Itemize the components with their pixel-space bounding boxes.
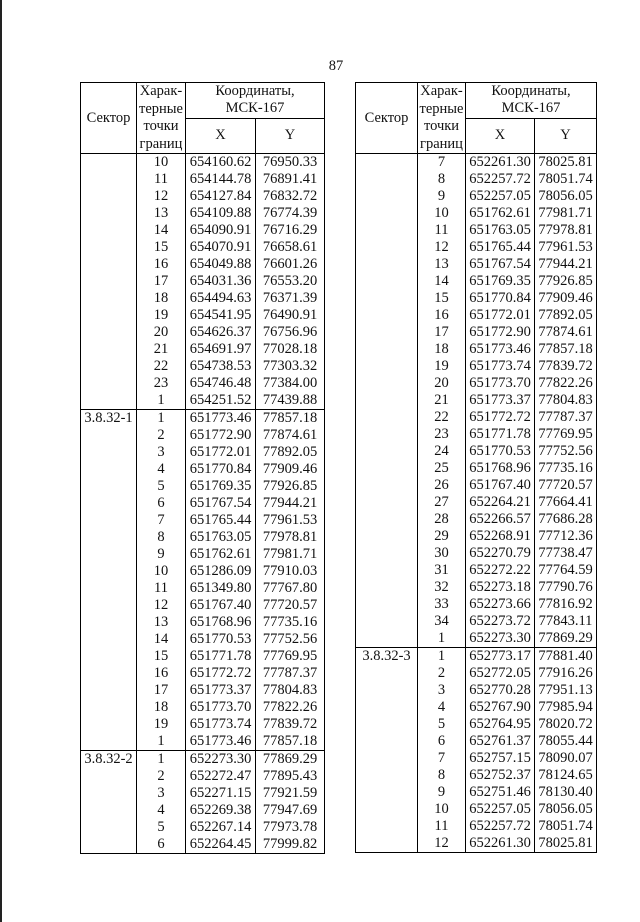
point-number-cell: 6 bbox=[418, 733, 466, 750]
y-coordinate-cell: 77664.41 bbox=[535, 494, 597, 511]
point-number-cell: 7 bbox=[137, 512, 186, 529]
point-number-cell: 3 bbox=[137, 785, 186, 802]
x-coordinate-cell: 651771.78 bbox=[186, 648, 256, 665]
sector-header: Сектор bbox=[81, 83, 137, 154]
point-number-cell: 10 bbox=[137, 154, 186, 172]
x-coordinate-cell: 651770.84 bbox=[466, 290, 535, 307]
y-coordinate-cell: 77857.18 bbox=[256, 410, 325, 428]
x-coordinate-cell: 654144.78 bbox=[186, 171, 256, 188]
x-coordinate-cell: 654738.53 bbox=[186, 358, 256, 375]
point-number-cell: 21 bbox=[137, 341, 186, 358]
points-header-line: границ bbox=[139, 135, 183, 152]
y-coordinate-cell: 76950.33 bbox=[256, 154, 325, 172]
x-coordinate-cell: 651772.72 bbox=[186, 665, 256, 682]
y-coordinate-cell: 78055.44 bbox=[535, 733, 597, 750]
y-coordinate-cell: 77869.29 bbox=[256, 751, 325, 769]
x-coordinate-cell: 652257.72 bbox=[466, 171, 535, 188]
x-coordinate-cell: 652757.15 bbox=[466, 750, 535, 767]
x-coordinate-cell: 651771.78 bbox=[466, 426, 535, 443]
points-header-line: терные bbox=[419, 100, 464, 117]
point-number-cell: 18 bbox=[418, 341, 466, 358]
coordinates-table-body bbox=[356, 154, 597, 853]
coordinates-header bbox=[186, 83, 325, 119]
x-coordinate-cell: 651768.96 bbox=[466, 460, 535, 477]
x-coordinate-cell: 654127.84 bbox=[186, 188, 256, 205]
x-coordinate-cell: 651765.44 bbox=[466, 239, 535, 256]
y-coordinate-cell: 77384.00 bbox=[256, 375, 325, 392]
y-coordinate-cell: 78025.81 bbox=[535, 154, 597, 172]
y-coordinate-cell: 76891.41 bbox=[256, 171, 325, 188]
y-coordinate-cell: 78130.40 bbox=[535, 784, 597, 801]
y-coordinate-cell: 77735.16 bbox=[256, 614, 325, 631]
point-number-cell: 8 bbox=[418, 767, 466, 784]
point-number-cell: 10 bbox=[137, 563, 186, 580]
x-coordinate-cell: 651773.70 bbox=[466, 375, 535, 392]
x-coordinate-cell: 651772.90 bbox=[186, 427, 256, 444]
sector-cell: 3.8.32-1 bbox=[81, 410, 137, 751]
point-number-cell: 23 bbox=[418, 426, 466, 443]
point-number-cell: 32 bbox=[418, 579, 466, 596]
point-number-cell: 15 bbox=[137, 648, 186, 665]
point-number-cell: 16 bbox=[137, 256, 186, 273]
x-coordinate-cell: 651773.37 bbox=[466, 392, 535, 409]
point-number-cell: 22 bbox=[137, 358, 186, 375]
x-coordinate-cell: 652272.22 bbox=[466, 562, 535, 579]
point-number-cell: 15 bbox=[418, 290, 466, 307]
x-coordinate-cell: 652772.05 bbox=[466, 665, 535, 682]
y-coordinate-cell: 76490.91 bbox=[256, 307, 325, 324]
point-number-cell: 7 bbox=[418, 750, 466, 767]
y-coordinate-cell: 78124.65 bbox=[535, 767, 597, 784]
point-number-cell: 2 bbox=[137, 427, 186, 444]
point-number-cell: 20 bbox=[418, 375, 466, 392]
point-number-cell: 26 bbox=[418, 477, 466, 494]
y-coordinate-cell: 78056.05 bbox=[535, 801, 597, 818]
y-coordinate-cell: 77735.16 bbox=[535, 460, 597, 477]
points-header-line: точки bbox=[143, 118, 179, 134]
coordinates-table-right bbox=[355, 82, 597, 853]
x-coordinate-cell: 652267.14 bbox=[186, 819, 256, 836]
y-coordinate-cell: 78051.74 bbox=[535, 171, 597, 188]
point-number-cell: 17 bbox=[137, 682, 186, 699]
y-coordinate-cell: 77874.61 bbox=[535, 324, 597, 341]
y-coordinate-cell: 76601.26 bbox=[256, 256, 325, 273]
x-coordinate-cell: 651767.40 bbox=[466, 477, 535, 494]
y-coordinate-cell: 77439.88 bbox=[256, 392, 325, 410]
x-coordinate-cell: 654494.63 bbox=[186, 290, 256, 307]
y-coordinate-cell: 77822.26 bbox=[256, 699, 325, 716]
x-coordinate-cell: 651349.80 bbox=[186, 580, 256, 597]
coordinates-header bbox=[466, 83, 597, 119]
point-number-cell: 2 bbox=[137, 768, 186, 785]
x-coordinate-cell: 652272.47 bbox=[186, 768, 256, 785]
points-header-line: Харак- bbox=[139, 83, 183, 99]
points-header bbox=[418, 83, 466, 154]
x-coordinate-cell: 654109.88 bbox=[186, 205, 256, 222]
point-number-cell: 1 bbox=[137, 392, 186, 410]
x-coordinate-cell: 652261.30 bbox=[466, 835, 535, 853]
y-coordinate-cell: 77999.82 bbox=[256, 836, 325, 854]
point-number-cell: 12 bbox=[137, 597, 186, 614]
y-coordinate-cell: 77869.29 bbox=[535, 630, 597, 648]
sector-cell bbox=[81, 154, 137, 410]
points-header bbox=[137, 83, 186, 154]
sector-header: Сектор bbox=[356, 83, 418, 154]
x-coordinate-cell: 652257.72 bbox=[466, 818, 535, 835]
y-coordinate-cell: 76832.72 bbox=[256, 188, 325, 205]
x-coordinate-cell: 651767.54 bbox=[186, 495, 256, 512]
y-coordinate-cell: 77769.95 bbox=[535, 426, 597, 443]
y-coordinate-cell: 77944.21 bbox=[535, 256, 597, 273]
x-coordinate-cell: 652770.28 bbox=[466, 682, 535, 699]
y-coordinate-cell: 77978.81 bbox=[256, 529, 325, 546]
point-number-cell: 28 bbox=[418, 511, 466, 528]
point-number-cell: 6 bbox=[137, 495, 186, 512]
table-row bbox=[81, 751, 325, 769]
point-number-cell: 19 bbox=[418, 358, 466, 375]
x-coordinate-cell: 652257.05 bbox=[466, 801, 535, 818]
x-coordinate-cell: 652261.30 bbox=[466, 154, 535, 172]
y-coordinate-cell: 77921.59 bbox=[256, 785, 325, 802]
y-coordinate-cell: 77712.36 bbox=[535, 528, 597, 545]
y-coordinate-cell: 77790.76 bbox=[535, 579, 597, 596]
y-coordinate-cell: 77981.71 bbox=[256, 546, 325, 563]
point-number-cell: 9 bbox=[418, 188, 466, 205]
point-number-cell: 1 bbox=[137, 410, 186, 428]
point-number-cell: 7 bbox=[418, 154, 466, 172]
coordinates-header-line: МСК-167 bbox=[225, 100, 285, 117]
y-coordinate-cell: 77720.57 bbox=[535, 477, 597, 494]
y-header: Y bbox=[256, 118, 325, 154]
x-coordinate-cell: 651772.90 bbox=[466, 324, 535, 341]
sector-cell: 3.8.32-3 bbox=[356, 648, 418, 853]
x-header: X bbox=[466, 118, 535, 154]
y-coordinate-cell: 77752.56 bbox=[256, 631, 325, 648]
x-coordinate-cell: 651767.54 bbox=[466, 256, 535, 273]
point-number-cell: 1 bbox=[137, 751, 186, 769]
point-number-cell: 4 bbox=[137, 802, 186, 819]
y-coordinate-cell: 77892.05 bbox=[535, 307, 597, 324]
x-coordinate-cell: 654691.97 bbox=[186, 341, 256, 358]
point-number-cell: 1 bbox=[418, 630, 466, 648]
y-coordinate-cell: 77926.85 bbox=[256, 478, 325, 495]
x-coordinate-cell: 654049.88 bbox=[186, 256, 256, 273]
x-coordinate-cell: 652761.37 bbox=[466, 733, 535, 750]
x-coordinate-cell: 651286.09 bbox=[186, 563, 256, 580]
point-number-cell: 19 bbox=[137, 307, 186, 324]
point-number-cell: 8 bbox=[137, 529, 186, 546]
point-number-cell: 5 bbox=[137, 819, 186, 836]
y-coordinate-cell: 77909.46 bbox=[535, 290, 597, 307]
x-coordinate-cell: 652269.38 bbox=[186, 802, 256, 819]
y-coordinate-cell: 77951.13 bbox=[535, 682, 597, 699]
point-number-cell: 25 bbox=[418, 460, 466, 477]
x-coordinate-cell: 651773.70 bbox=[186, 699, 256, 716]
point-number-cell: 4 bbox=[137, 461, 186, 478]
point-number-cell: 9 bbox=[137, 546, 186, 563]
point-number-cell: 18 bbox=[137, 699, 186, 716]
y-coordinate-cell: 77910.03 bbox=[256, 563, 325, 580]
coordinates-header-line: МСК-167 bbox=[501, 100, 561, 117]
x-coordinate-cell: 652752.37 bbox=[466, 767, 535, 784]
point-number-cell: 18 bbox=[137, 290, 186, 307]
table-row bbox=[81, 154, 325, 172]
x-coordinate-cell: 654160.62 bbox=[186, 154, 256, 172]
y-coordinate-cell: 77787.37 bbox=[535, 409, 597, 426]
y-coordinate-cell: 78051.74 bbox=[535, 818, 597, 835]
point-number-cell: 9 bbox=[418, 784, 466, 801]
table-row bbox=[356, 648, 597, 666]
y-coordinate-cell: 77881.40 bbox=[535, 648, 597, 666]
x-coordinate-cell: 652273.30 bbox=[186, 751, 256, 769]
x-coordinate-cell: 652273.72 bbox=[466, 613, 535, 630]
x-coordinate-cell: 654090.91 bbox=[186, 222, 256, 239]
y-coordinate-cell: 77909.46 bbox=[256, 461, 325, 478]
y-coordinate-cell: 76716.29 bbox=[256, 222, 325, 239]
point-number-cell: 27 bbox=[418, 494, 466, 511]
point-number-cell: 6 bbox=[137, 836, 186, 854]
x-coordinate-cell: 652751.46 bbox=[466, 784, 535, 801]
point-number-cell: 13 bbox=[137, 614, 186, 631]
point-number-cell: 12 bbox=[418, 239, 466, 256]
point-number-cell: 14 bbox=[418, 273, 466, 290]
x-coordinate-cell: 651773.74 bbox=[466, 358, 535, 375]
y-coordinate-cell: 77926.85 bbox=[535, 273, 597, 290]
coordinates-header-line: Координаты, bbox=[491, 83, 571, 100]
point-number-cell: 1 bbox=[137, 733, 186, 751]
x-coordinate-cell: 651763.05 bbox=[466, 222, 535, 239]
x-coordinate-cell: 654031.36 bbox=[186, 273, 256, 290]
y-coordinate-cell: 77985.94 bbox=[535, 699, 597, 716]
x-coordinate-cell: 651772.01 bbox=[466, 307, 535, 324]
x-coordinate-cell: 651772.01 bbox=[186, 444, 256, 461]
y-coordinate-cell: 77895.43 bbox=[256, 768, 325, 785]
point-number-cell: 2 bbox=[418, 665, 466, 682]
point-number-cell: 11 bbox=[418, 818, 466, 835]
point-number-cell: 20 bbox=[137, 324, 186, 341]
y-coordinate-cell: 76553.20 bbox=[256, 273, 325, 290]
x-coordinate-cell: 651773.46 bbox=[466, 341, 535, 358]
point-number-cell: 5 bbox=[418, 716, 466, 733]
point-number-cell: 17 bbox=[137, 273, 186, 290]
point-number-cell: 12 bbox=[137, 188, 186, 205]
x-coordinate-cell: 651768.96 bbox=[186, 614, 256, 631]
x-coordinate-cell: 652273.18 bbox=[466, 579, 535, 596]
x-coordinate-cell: 652257.05 bbox=[466, 188, 535, 205]
x-coordinate-cell: 651765.44 bbox=[186, 512, 256, 529]
x-coordinate-cell: 651770.53 bbox=[186, 631, 256, 648]
table-header bbox=[81, 83, 325, 154]
y-coordinate-cell: 77767.80 bbox=[256, 580, 325, 597]
scan-edge bbox=[0, 0, 2, 922]
y-coordinate-cell: 77857.18 bbox=[256, 733, 325, 751]
y-coordinate-cell: 77804.83 bbox=[535, 392, 597, 409]
y-coordinate-cell: 77857.18 bbox=[535, 341, 597, 358]
y-coordinate-cell: 76774.39 bbox=[256, 205, 325, 222]
y-coordinate-cell: 77787.37 bbox=[256, 665, 325, 682]
y-coordinate-cell: 77303.32 bbox=[256, 358, 325, 375]
x-coordinate-cell: 651773.46 bbox=[186, 733, 256, 751]
point-number-cell: 15 bbox=[137, 239, 186, 256]
y-header: Y bbox=[535, 118, 597, 154]
point-number-cell: 16 bbox=[137, 665, 186, 682]
point-number-cell: 31 bbox=[418, 562, 466, 579]
y-coordinate-cell: 78025.81 bbox=[535, 835, 597, 853]
points-header-line: точки bbox=[423, 118, 460, 134]
y-coordinate-cell: 77973.78 bbox=[256, 819, 325, 836]
y-coordinate-cell: 77961.53 bbox=[256, 512, 325, 529]
points-header-line: Харак- bbox=[420, 83, 463, 99]
point-number-cell: 17 bbox=[418, 324, 466, 341]
y-coordinate-cell: 76371.39 bbox=[256, 290, 325, 307]
y-coordinate-cell: 77874.61 bbox=[256, 427, 325, 444]
point-number-cell: 4 bbox=[418, 699, 466, 716]
y-coordinate-cell: 77769.95 bbox=[256, 648, 325, 665]
y-coordinate-cell: 78020.72 bbox=[535, 716, 597, 733]
point-number-cell: 3 bbox=[137, 444, 186, 461]
table-row bbox=[81, 410, 325, 428]
x-coordinate-cell: 652764.95 bbox=[466, 716, 535, 733]
x-coordinate-cell: 651773.74 bbox=[186, 716, 256, 733]
y-coordinate-cell: 77764.59 bbox=[535, 562, 597, 579]
y-coordinate-cell: 77028.18 bbox=[256, 341, 325, 358]
point-number-cell: 10 bbox=[418, 205, 466, 222]
x-coordinate-cell: 652271.15 bbox=[186, 785, 256, 802]
point-number-cell: 11 bbox=[137, 580, 186, 597]
x-coordinate-cell: 651763.05 bbox=[186, 529, 256, 546]
y-coordinate-cell: 77978.81 bbox=[535, 222, 597, 239]
x-coordinate-cell: 652264.45 bbox=[186, 836, 256, 854]
point-number-cell: 30 bbox=[418, 545, 466, 562]
y-coordinate-cell: 77804.83 bbox=[256, 682, 325, 699]
coordinates-table-left bbox=[80, 82, 325, 854]
x-coordinate-cell: 651773.46 bbox=[186, 410, 256, 428]
x-coordinate-cell: 654070.91 bbox=[186, 239, 256, 256]
y-coordinate-cell: 77816.92 bbox=[535, 596, 597, 613]
point-number-cell: 11 bbox=[418, 222, 466, 239]
point-number-cell: 24 bbox=[418, 443, 466, 460]
x-coordinate-cell: 652273.30 bbox=[466, 630, 535, 648]
y-coordinate-cell: 77961.53 bbox=[535, 239, 597, 256]
y-coordinate-cell: 78090.07 bbox=[535, 750, 597, 767]
y-coordinate-cell: 78056.05 bbox=[535, 188, 597, 205]
table-row bbox=[356, 154, 597, 172]
point-number-cell: 21 bbox=[418, 392, 466, 409]
point-number-cell: 14 bbox=[137, 631, 186, 648]
x-coordinate-cell: 651769.35 bbox=[466, 273, 535, 290]
points-header-line: терные bbox=[139, 100, 183, 117]
x-coordinate-cell: 651769.35 bbox=[186, 478, 256, 495]
x-coordinate-cell: 651773.37 bbox=[186, 682, 256, 699]
y-coordinate-cell: 77822.26 bbox=[535, 375, 597, 392]
y-coordinate-cell: 76658.61 bbox=[256, 239, 325, 256]
y-coordinate-cell: 77892.05 bbox=[256, 444, 325, 461]
point-number-cell: 14 bbox=[137, 222, 186, 239]
x-coordinate-cell: 652273.66 bbox=[466, 596, 535, 613]
point-number-cell: 1 bbox=[418, 648, 466, 666]
y-coordinate-cell: 77686.28 bbox=[535, 511, 597, 528]
x-coordinate-cell: 654541.95 bbox=[186, 307, 256, 324]
x-coordinate-cell: 651772.72 bbox=[466, 409, 535, 426]
y-coordinate-cell: 77843.11 bbox=[535, 613, 597, 630]
x-coordinate-cell: 652270.79 bbox=[466, 545, 535, 562]
y-coordinate-cell: 77738.47 bbox=[535, 545, 597, 562]
y-coordinate-cell: 77839.72 bbox=[256, 716, 325, 733]
point-number-cell: 3 bbox=[418, 682, 466, 699]
points-header-line: границ bbox=[420, 135, 463, 152]
point-number-cell: 16 bbox=[418, 307, 466, 324]
page-number: 87 bbox=[328, 58, 344, 74]
x-header: X bbox=[186, 118, 256, 154]
x-coordinate-cell: 654626.37 bbox=[186, 324, 256, 341]
y-coordinate-cell: 76756.96 bbox=[256, 324, 325, 341]
x-coordinate-cell: 652767.90 bbox=[466, 699, 535, 716]
point-number-cell: 33 bbox=[418, 596, 466, 613]
y-coordinate-cell: 77944.21 bbox=[256, 495, 325, 512]
x-coordinate-cell: 651770.84 bbox=[186, 461, 256, 478]
point-number-cell: 5 bbox=[137, 478, 186, 495]
point-number-cell: 19 bbox=[137, 716, 186, 733]
point-number-cell: 13 bbox=[418, 256, 466, 273]
table-header bbox=[356, 83, 597, 154]
sector-cell bbox=[356, 154, 418, 648]
x-coordinate-cell: 651762.61 bbox=[186, 546, 256, 563]
coordinates-table-body bbox=[81, 154, 325, 854]
point-number-cell: 8 bbox=[418, 171, 466, 188]
point-number-cell: 13 bbox=[137, 205, 186, 222]
y-coordinate-cell: 77916.26 bbox=[535, 665, 597, 682]
y-coordinate-cell: 77839.72 bbox=[535, 358, 597, 375]
coordinates-header-line: Координаты, bbox=[215, 83, 295, 100]
y-coordinate-cell: 77947.69 bbox=[256, 802, 325, 819]
sector-cell: 3.8.32-2 bbox=[81, 751, 137, 854]
x-coordinate-cell: 652773.17 bbox=[466, 648, 535, 666]
y-coordinate-cell: 77720.57 bbox=[256, 597, 325, 614]
x-coordinate-cell: 652264.21 bbox=[466, 494, 535, 511]
y-coordinate-cell: 77981.71 bbox=[535, 205, 597, 222]
y-coordinate-cell: 77752.56 bbox=[535, 443, 597, 460]
x-coordinate-cell: 654251.52 bbox=[186, 392, 256, 410]
point-number-cell: 22 bbox=[418, 409, 466, 426]
x-coordinate-cell: 652266.57 bbox=[466, 511, 535, 528]
point-number-cell: 34 bbox=[418, 613, 466, 630]
x-coordinate-cell: 651770.53 bbox=[466, 443, 535, 460]
point-number-cell: 11 bbox=[137, 171, 186, 188]
x-coordinate-cell: 651762.61 bbox=[466, 205, 535, 222]
point-number-cell: 10 bbox=[418, 801, 466, 818]
x-coordinate-cell: 654746.48 bbox=[186, 375, 256, 392]
point-number-cell: 23 bbox=[137, 375, 186, 392]
x-coordinate-cell: 652268.91 bbox=[466, 528, 535, 545]
point-number-cell: 12 bbox=[418, 835, 466, 853]
point-number-cell: 29 bbox=[418, 528, 466, 545]
x-coordinate-cell: 651767.40 bbox=[186, 597, 256, 614]
